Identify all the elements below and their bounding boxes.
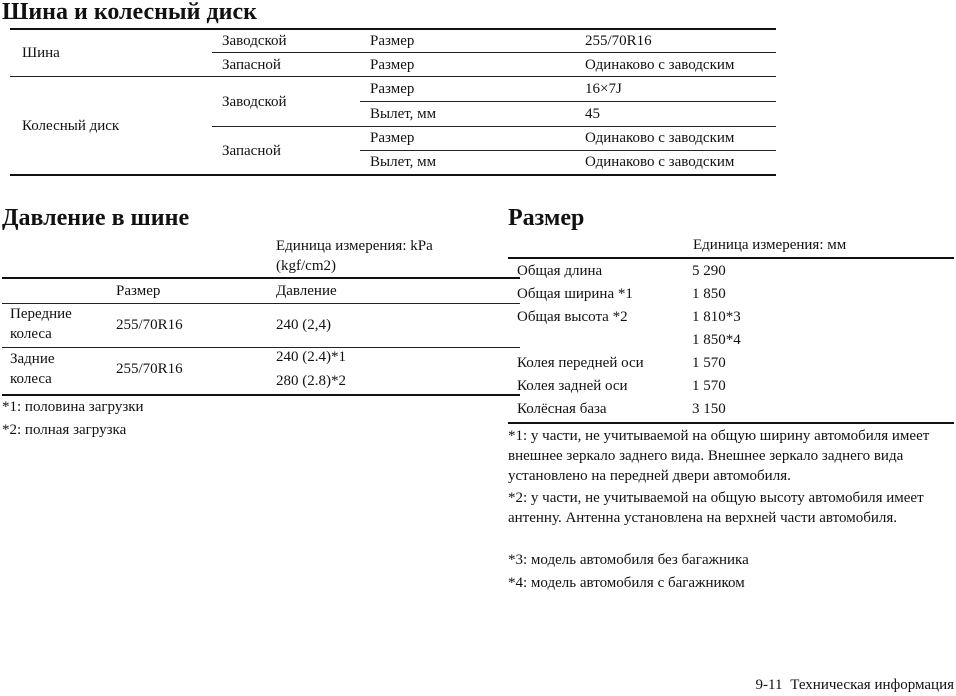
pressure-front-size: 255/70R16 (116, 317, 183, 333)
page-footer (756, 676, 954, 694)
cell-wheel-factory-offset: 45 (585, 106, 600, 122)
cell-tire-spare-size-label: Размер (370, 57, 415, 73)
size-row-label: Колея передней оси (517, 355, 644, 371)
pressure-col-pressure: Давление (276, 283, 337, 299)
cell-wheel: Колесный диск (22, 118, 120, 134)
page-number: 9-11 (755, 677, 783, 693)
pressure-note-2: *2: полная загрузка (2, 422, 127, 438)
pressure-rear-size: 255/70R16 (116, 361, 183, 377)
size-note-3: *3: модель автомобиля без багажника (508, 552, 749, 568)
pressure-col-size: Размер (116, 283, 161, 299)
cell-wheel-spare-size-label: Размер (370, 130, 415, 146)
size-note-1: *1: у части, не учитываемой на общую ширину автомобиля имеет внешнее зеркало заднего вида. Внешнее зеркало заднего вида установлено на передней двери автомобиля. (508, 428, 930, 484)
cell-wheel-spare-offset-label: Вылет, мм (370, 154, 437, 170)
size-row-value: 5 290 (692, 263, 726, 279)
pressure-rear-label-1: Задние (10, 351, 55, 367)
cell-tire-factory-size-label: Размер (370, 33, 415, 49)
size-row-value: 1 570 (692, 378, 726, 394)
cell-wheel-factory-size: 16×7J (585, 81, 622, 97)
pressure-unit-line2: (kgf/cm2) (276, 258, 336, 274)
size-unit: Единица измерения: мм (693, 237, 847, 253)
size-note-2: *2: у части, не учитываемой на общую высоту автомобиля имеет антенну. Антенна установлена на верхней части автомобиля. (508, 490, 924, 526)
cell-wheel-spare-size: Одинаково с заводским (585, 130, 735, 146)
tire-section-title: Шина и колесный диск (2, 0, 257, 25)
cell-tire-factory-size: 255/70R16 (585, 33, 652, 49)
cell-tire-factory: Заводской (222, 33, 287, 49)
cell-wheel-spare-offset: Одинаково с заводским (585, 154, 735, 170)
pressure-front-label-1: Передние (10, 306, 72, 322)
pressure-rear-value-2: 280 (2.8)*2 (276, 373, 346, 389)
pressure-rear-label-2: колеса (10, 371, 52, 387)
cell-wheel-factory: Заводской (222, 94, 287, 110)
size-row-label: Общая ширина *1 (517, 286, 633, 302)
cell-tire-spare-size: Одинаково с заводским (585, 57, 735, 73)
cell-wheel-spare: Запасной (222, 143, 281, 159)
size-row-label: Общая длина (517, 263, 603, 279)
size-row-value: 1 810*3 (692, 309, 741, 325)
size-row-label: Колея задней оси (517, 378, 628, 394)
cell-wheel-factory-size-label: Размер (370, 81, 415, 97)
size-row-label: Общая высота *2 (517, 309, 628, 325)
pressure-front-label-2: колеса (10, 326, 52, 342)
size-row-value: 3 150 (692, 401, 726, 417)
pressure-rear-value-1: 240 (2.4)*1 (276, 349, 346, 365)
section-name: Техническая информация (790, 677, 954, 693)
pressure-section-title: Давление в шине (2, 205, 190, 231)
cell-tire: Шина (22, 45, 60, 61)
cell-wheel-factory-offset-label: Вылет, мм (370, 106, 437, 122)
size-row-value: 1 850 (692, 286, 726, 302)
pressure-front-value: 240 (2,4) (276, 317, 331, 333)
size-note-4: *4: модель автомобиля с багажником (508, 575, 745, 591)
pressure-unit-line1: Единица измерения: kPa (276, 238, 433, 254)
cell-tire-spare: Запасной (222, 57, 281, 73)
pressure-note-1: *1: половина загрузки (2, 399, 144, 415)
size-row-value: 1 570 (692, 355, 726, 371)
size-section-title: Размер (508, 205, 585, 231)
size-row-label: Колёсная база (517, 401, 607, 417)
size-row-value: 1 850*4 (692, 332, 741, 348)
